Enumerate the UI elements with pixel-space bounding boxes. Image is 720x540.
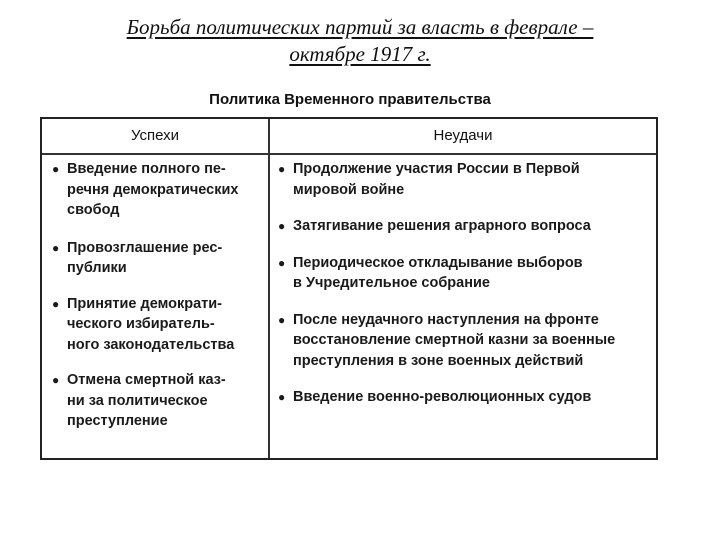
column-header-successes: Успехи bbox=[130, 127, 180, 144]
failure-item-line: Затягивание решения аграрного вопроса bbox=[293, 218, 591, 234]
bullet-icon: ● bbox=[52, 240, 60, 255]
failure-item-line: преступления в зоне военных действий bbox=[293, 352, 584, 369]
failure-item-line: мировой войне bbox=[293, 181, 405, 198]
column-divider bbox=[268, 119, 270, 458]
bullet-icon: ● bbox=[278, 312, 286, 327]
page-title-line-2: октябре 1917 г. bbox=[289, 42, 431, 66]
failures-list bbox=[276, 159, 652, 408]
bullet-icon: ● bbox=[278, 390, 286, 404]
success-item-line: Принятие демократи- bbox=[67, 295, 223, 312]
bullet-icon: ● bbox=[52, 162, 60, 176]
failure-item-line: После неудачного наступления на фронте bbox=[293, 311, 599, 328]
success-item-line: публики bbox=[67, 260, 127, 276]
success-item-line: Введение полного пе- bbox=[67, 161, 226, 177]
bullet-icon: ● bbox=[278, 162, 286, 176]
failure-item-line: в Учредительное собрание bbox=[293, 275, 490, 291]
success-item bbox=[50, 370, 264, 432]
failure-item bbox=[276, 310, 652, 372]
success-item-line: ни за политическое bbox=[67, 392, 208, 409]
success-item-line: ческого избиратель- bbox=[67, 316, 215, 332]
failure-item bbox=[276, 159, 652, 200]
failure-item-line: Продолжение участия России в Первой bbox=[293, 161, 580, 177]
success-item bbox=[50, 238, 264, 279]
success-item-line: Провозглашение рес- bbox=[67, 239, 223, 256]
policy-table bbox=[40, 117, 658, 460]
page-title-line-1: Борьба политических партий за власть в феврале – bbox=[126, 15, 594, 39]
successes-list bbox=[50, 159, 264, 432]
success-item bbox=[50, 294, 264, 356]
failure-item-line: Введение военно-революционных судов bbox=[293, 389, 592, 405]
failure-item bbox=[276, 253, 652, 294]
header-divider bbox=[42, 153, 656, 155]
bullet-icon: ● bbox=[52, 296, 60, 311]
bullet-icon: ● bbox=[278, 219, 286, 233]
success-item-line: речня демократических bbox=[67, 181, 239, 198]
bullet-icon: ● bbox=[52, 373, 60, 387]
success-item-line: преступление bbox=[67, 413, 168, 429]
failure-item bbox=[276, 387, 652, 408]
success-item-line: ного законодательства bbox=[67, 336, 235, 353]
bullet-icon: ● bbox=[278, 255, 286, 270]
failure-item-line: восстановление смертной казни за военные bbox=[293, 332, 616, 348]
column-header-failures: Неудачи bbox=[433, 127, 493, 144]
failure-item bbox=[276, 216, 652, 237]
failure-item-line: Периодическое откладывание выборов bbox=[293, 254, 583, 271]
success-item-line: Отмена смертной каз- bbox=[67, 372, 226, 388]
success-item bbox=[50, 159, 264, 221]
page-title bbox=[0, 14, 720, 68]
table-caption: Политика Временного правительства bbox=[209, 91, 491, 108]
success-item-line: свобод bbox=[67, 202, 120, 218]
